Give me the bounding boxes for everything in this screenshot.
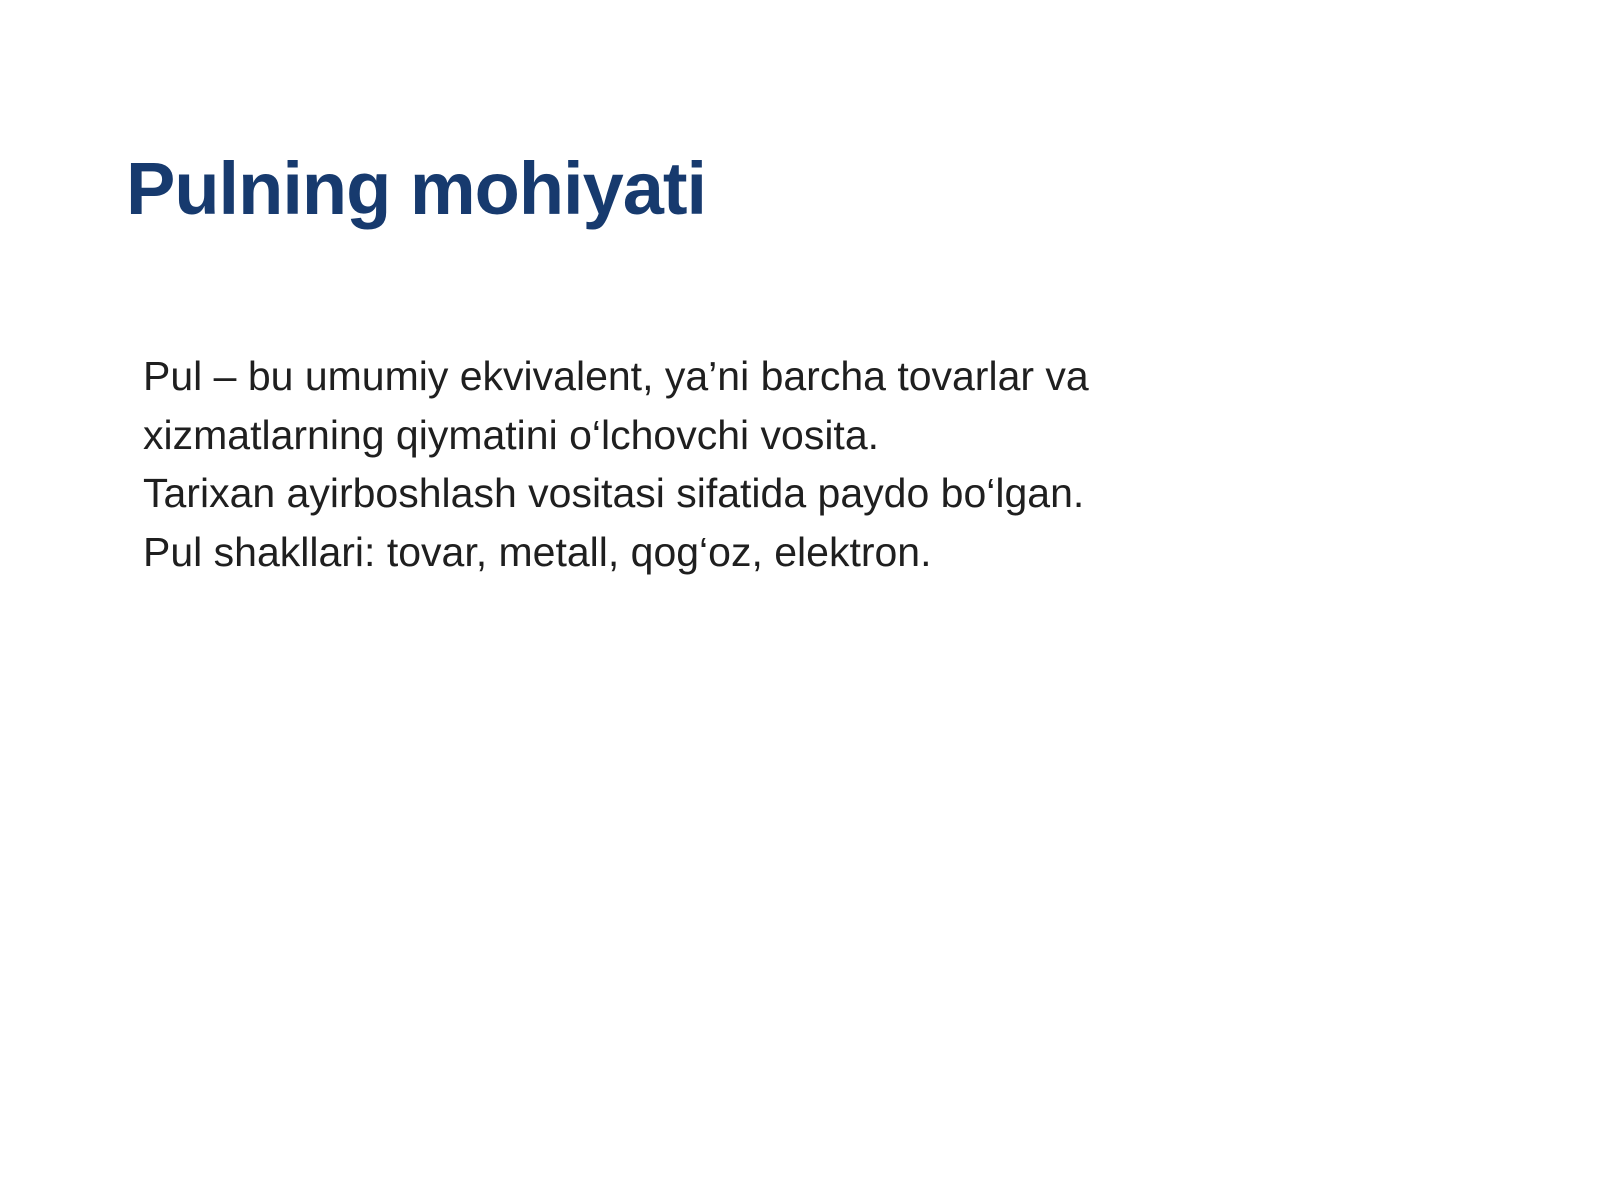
slide-title: Pulning mohiyati (126, 147, 707, 230)
body-line: Tarixan ayirboshlash vositasi sifatida paydo bo‘lgan. (143, 470, 1085, 516)
body-line: Pul shakllari: tovar, metall, qog‘oz, elektron. (143, 528, 932, 575)
slide-body (143, 347, 1403, 581)
body-line: xizmatlarning qiymatini o‘lchovchi vosita. (143, 411, 880, 458)
body-line: Pul – bu umumiy ekvivalent, ya’ni barcha tovarlar va (143, 353, 1089, 399)
